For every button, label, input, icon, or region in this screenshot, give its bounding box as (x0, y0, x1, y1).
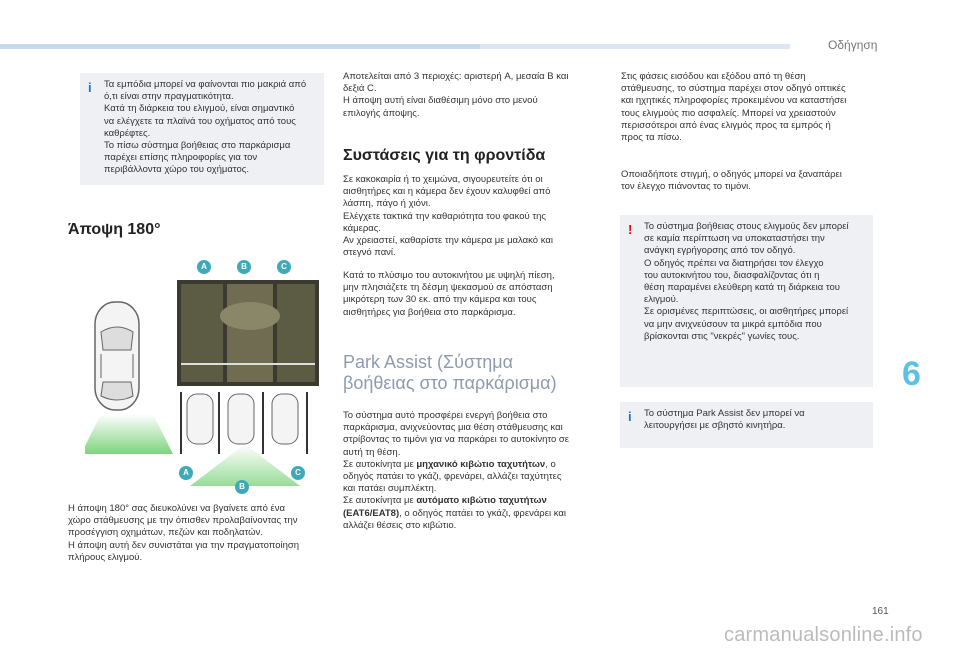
text-line: τον έλεγχο πιάνοντας το τιμόνι. (621, 181, 751, 193)
text-line: τους ελιγμούς πιο ασφαλείς. Μπορεί να χρειαστούν (621, 107, 836, 119)
camera-zone-c (277, 284, 315, 382)
text-line: βρίσκονται στις "νεκρές" γωνίες τους. (644, 330, 800, 342)
chapter-title: Οδήγηση (828, 38, 878, 52)
text-line: Το σύστημα αυτό προσφέρει ενεργή βοήθεια στο (343, 410, 548, 421)
label-a-bottom: A (179, 466, 193, 480)
auto-gearbox-term: αυτόματο κιβώτιο ταχυτήτων (416, 495, 547, 507)
text-line: καθρέφτες. (104, 127, 151, 139)
text-span: , ο οδηγός πατάει το γκάζι, φρενάρει και (399, 507, 566, 519)
text-line: Ο οδηγός πρέπει να διατηρήσει τον έλεγχο (644, 257, 824, 269)
text-line: στάθμευσης, το σύστημα παρέχει στον οδηγό οπτικές (621, 83, 846, 95)
section-heading-180: Άποψη 180° (68, 221, 161, 238)
info-note-engine-text (644, 408, 865, 432)
warning-note (620, 215, 873, 387)
text-line: να ελέγχετε τα πλαϊνά του οχήματος από τους (104, 115, 296, 127)
text-line: Αν χρειαστεί, καθαρίστε την κάμερα με μαλακό και (343, 235, 553, 247)
text-line: Το σύστημα βοήθειας στους ελιγμούς δεν μπορεί (644, 221, 849, 232)
text-line: Οποιαδήποτε στιγμή, ο οδηγός μπορεί να ξαναπάρει (621, 169, 842, 180)
text-line: προσέγγιση οχημάτων, πεζών και ποδηλατών. (68, 527, 263, 539)
figure-svg (85, 254, 325, 494)
header-rule (0, 44, 480, 49)
camera-zone-a (181, 284, 223, 382)
label-b-top: B (237, 260, 251, 274)
text-line: ό,τι είναι στην πραγματικότητα. (104, 91, 234, 103)
text-line: Η άποψη 180° σας διευκολύνει να βγαίνετε από ένα (68, 503, 286, 514)
park-assist-description (621, 71, 881, 144)
warning-note-text (644, 221, 865, 343)
park-assist-text (343, 410, 605, 532)
auto-gearbox-line (343, 495, 605, 507)
text-line: πλήρους ελιγμού. (68, 551, 143, 563)
heading-line: Park Assist (Σύστημα (343, 352, 513, 372)
text-line: αυτή τη θέση. (343, 446, 401, 458)
text-line: Η άποψη αυτή δεν συνιστάται για την πραγματοποίηση (68, 539, 300, 551)
text-line: Τα εμπόδια μπορεί να φαίνονται πιο μακριά από (104, 79, 307, 90)
manual-gearbox-term: μηχανικό κιβώτιο ταχυτήτων (416, 458, 546, 470)
text-line: θέση παραμένει ελεύθερη κατά τη διάρκεια του (644, 282, 840, 294)
text-line: παρέχει επίσης πληροφορίες για τον (104, 152, 258, 164)
warning-icon: ! (628, 222, 633, 237)
text-line: προς τα πίσω. (621, 132, 682, 144)
gearbox-model: (EAT6/EAT8) (343, 507, 400, 519)
info-note (80, 73, 324, 185)
text-line: περισσότεροι από ένας ελιγμός προς τα εμπρός ή (621, 119, 831, 131)
steering-override-text (621, 169, 881, 193)
label-b-bottom: B (235, 480, 249, 494)
text-line: Στις φάσεις εισόδου και εξόδου από τη θέση (621, 71, 806, 82)
camera-car-shape (220, 302, 280, 330)
text-line: αισθητήρες και η κάμερα δεν έχουν καλυφθεί από (343, 186, 551, 198)
view-180-body (68, 503, 328, 564)
text-line: του αυτοκινήτου του, διασφαλίζοντας ότι η (644, 269, 820, 281)
text-line: χώρο στάθμευσης με την όπισθεν προλαβαίνοντας την (68, 515, 298, 527)
label-c-top: C (277, 260, 291, 274)
label-a-top: A (197, 260, 211, 274)
text-line: Αποτελείται από 3 περιοχές: αριστερή A, μεσαία B και (343, 71, 569, 82)
watermark: carmanualsonline.info (724, 624, 923, 646)
washing-text (343, 270, 603, 319)
view-180-figure (85, 254, 325, 494)
text-line: επιλογής άποψης. (343, 107, 420, 119)
areas-intro (343, 71, 603, 120)
page-number: 161 (872, 606, 889, 617)
park-assist-heading (343, 352, 557, 394)
text-line: Σε κακοκαιρία ή το χειμώνα, σιγουρευτείτε ότι οι (343, 174, 543, 185)
text-line: και ηχητικές πληροφορίες προκειμένου να καταστήσει (621, 95, 847, 107)
text-line: σε καμία περίπτωση να υποκαταστήσει την (644, 233, 825, 245)
text-line: ανάγκη εγρήγορσης από τον οδηγό. (644, 245, 796, 257)
info-note-engine (620, 402, 873, 448)
car-top-view (95, 302, 139, 410)
care-heading: Συστάσεις για τη φροντίδα (343, 147, 546, 164)
text-span: , ο (545, 458, 556, 470)
text-line: Κατά τη διάρκεια του ελιγμού, είναι σημαντικό (104, 103, 295, 115)
text-line: στεγνό πανί. (343, 247, 396, 259)
text-line: οδηγός πατάει το γκάζι, φρενάρει, αλλάζει ταχύτητες (343, 471, 562, 483)
text-line: αλλάζει θέσεις στο κιβώτιο. (343, 519, 457, 531)
manual-gearbox-line (343, 459, 605, 471)
info-icon: i (628, 409, 632, 424)
care-text (343, 174, 603, 259)
text-line: δεξιά C. (343, 83, 377, 95)
text-line: λειτουργήσει με σβηστό κινητήρα. (644, 420, 786, 432)
info-note-text (104, 79, 316, 177)
label-c-bottom: C (291, 466, 305, 480)
text-line: περιβάλλοντα χώρο του οχήματος. (104, 164, 249, 176)
text-line: Κατά το πλύσιμο του αυτοκινήτου με υψηλή πίεση, (343, 270, 555, 281)
text-line: μην πλησιάζετε τη δέσμη ψεκασμού σε απόσταση (343, 282, 553, 294)
text-line: Ελέγχετε τακτικά την καθαριότητα του φακού της (343, 210, 546, 222)
text-span: Σε αυτοκίνητα με (343, 458, 417, 470)
text-line: και πατάει συμπλέκτη. (343, 483, 437, 495)
text-line: Η άποψη αυτή είναι διαθέσιμη μόνο στο μενού (343, 95, 538, 107)
heading-line: βοήθειας στο παρκάρισμα) (343, 373, 557, 393)
detection-zone (85, 414, 173, 454)
text-line: Σε ορισμένες περιπτώσεις, οι αισθητήρες μπορεί (644, 306, 849, 318)
text-line: κάμερας. (343, 222, 381, 234)
text-line: αισθητήρες για βοήθεια στο παρκάρισμα. (343, 306, 516, 318)
header-rule-light (480, 44, 790, 49)
text-span: Σε αυτοκίνητα με (343, 495, 417, 507)
text-line: Το πίσω σύστημα βοήθειας στο παρκάρισμα (104, 140, 291, 152)
camera-zone-b (227, 284, 273, 382)
text-line: παρκάρισμα, ανιχνεύοντας μια θέση στάθμευσης και (343, 422, 563, 434)
text-line: Το σύστημα Park Assist δεν μπορεί να (644, 408, 805, 419)
text-line: λάσπη, πάγο ή χιόνι. (343, 198, 431, 210)
auto-gearbox-line-2 (343, 508, 605, 520)
text-line: ελιγμού. (644, 294, 679, 306)
chapter-number: 6 (902, 355, 921, 393)
text-line: μικρότερη των 30 εκ. από την κάμερα και τους (343, 294, 537, 306)
text-line: στρίβοντας το τιμόνι για να παρκάρει το αυτοκίνητο σε (343, 434, 569, 446)
info-icon: i (88, 80, 92, 95)
text-line: να μην ανιχνεύσουν τα μικρά εμπόδια που (644, 318, 822, 330)
